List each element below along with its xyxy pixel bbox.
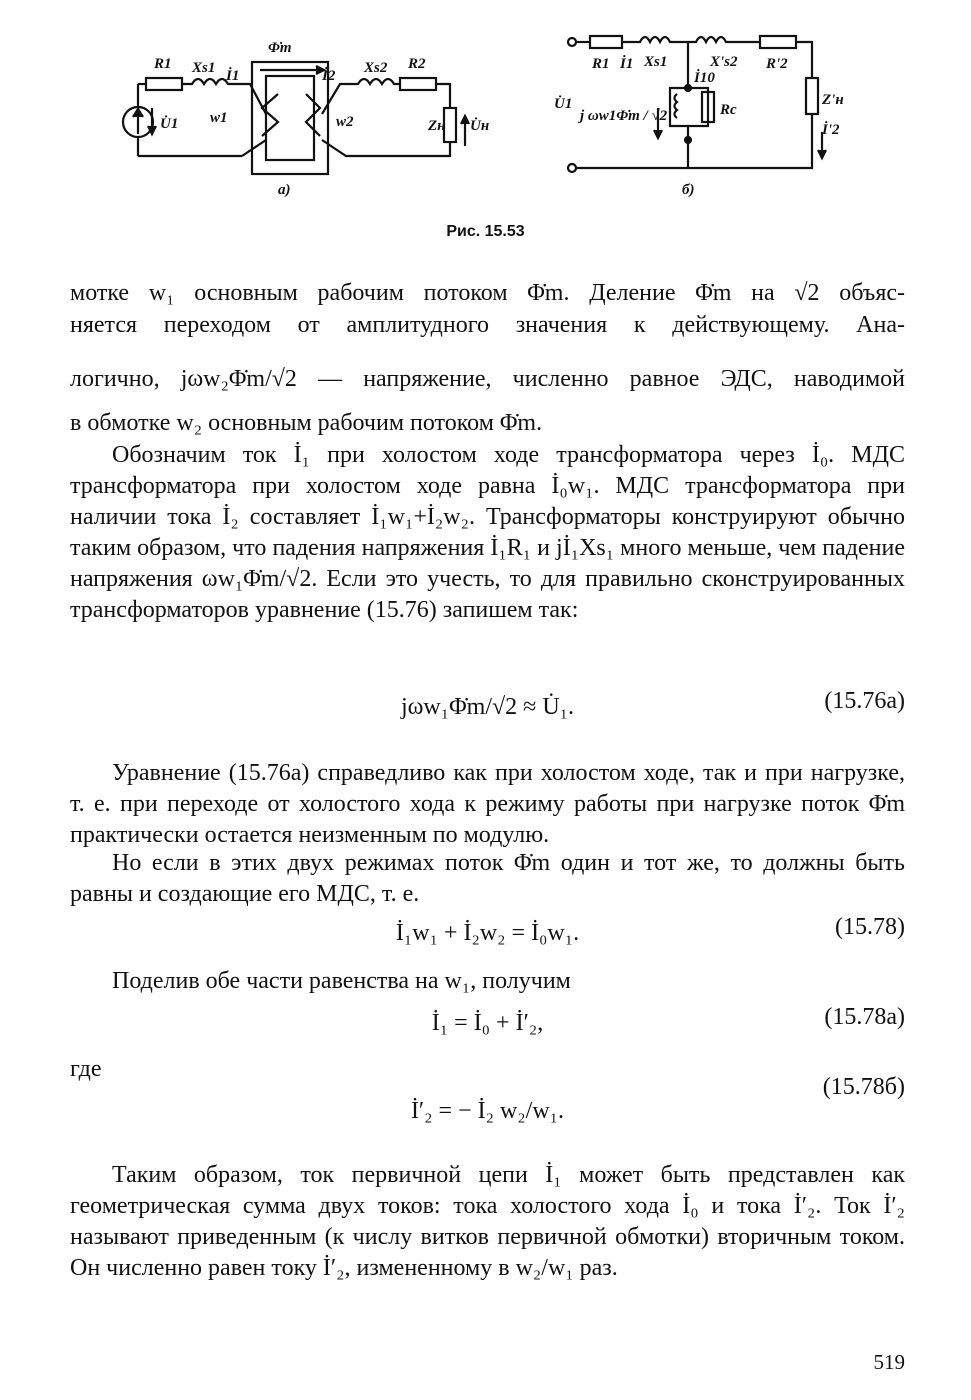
equation-expression: jωw₁Φ̇m/√2 ≈ U̇₁. bbox=[400, 694, 575, 720]
label-znp: Z'н bbox=[822, 92, 844, 108]
label-i2p: İ'2 bbox=[822, 122, 840, 138]
label-emf: j ωw1Φ̇m / √2 bbox=[580, 108, 668, 124]
label-xs2: Xs2 bbox=[364, 60, 388, 76]
paragraph-line-2: няется переходом от амплитудного значения к действующему. Ана- bbox=[70, 312, 905, 338]
equation-15-76a bbox=[70, 688, 905, 734]
figure-15-53 bbox=[110, 22, 910, 222]
equation-expression: İ′₂ = − İ₂ w₂/w₁. bbox=[410, 1098, 565, 1124]
label-u1-b: U̇1 bbox=[554, 96, 573, 112]
transformer-schematics bbox=[110, 22, 910, 222]
schematic-b bbox=[554, 36, 844, 198]
paragraph-line-4: в обмотке w₂ основным рабочим потоком Φ̇m. bbox=[70, 410, 543, 436]
label-xs1: Xs1 bbox=[192, 60, 216, 76]
equation-15-78b bbox=[70, 1074, 905, 1124]
label-w1: w1 bbox=[210, 110, 228, 126]
label-xs2-b: X's2 bbox=[710, 54, 738, 70]
label-r1: R1 bbox=[154, 56, 172, 72]
label-xs1-b: Xs1 bbox=[644, 54, 668, 70]
winding-w1-icon bbox=[262, 94, 278, 136]
schematic-a bbox=[123, 40, 489, 198]
label-r1-b: R1 bbox=[592, 56, 610, 72]
paragraph-conclusion: Таким образом, ток первичной цепи İ₁ может быть представлен как геометрическая сумма двух токов: тока холостого хода İ₀ и тока İ′₂. Ток İ′₂ называют приведенным (к числу витков первичной обмотки) вторичным током. Он численно равен току İ′₂, измененному в w₂/w₁ раз. bbox=[70, 1162, 905, 1281]
label-u1: U̇1 bbox=[160, 116, 179, 132]
label-i1-b: İ1 bbox=[620, 56, 634, 72]
equation-expression: İ₁w₁ + İ₂w₂ = İ₀w₁. bbox=[395, 920, 580, 946]
equation-number: (15.78) bbox=[835, 914, 905, 940]
label-r2p: R'2 bbox=[766, 56, 788, 72]
resistor-r2-icon bbox=[400, 78, 436, 90]
label-i2: İ2 bbox=[322, 68, 336, 84]
winding-w2-icon bbox=[306, 94, 320, 136]
figure-caption: Рис. 15.53 bbox=[446, 223, 525, 240]
load-zn-icon bbox=[444, 108, 456, 142]
magnetizing-inductance-icon bbox=[675, 94, 678, 118]
transformer-core-icon bbox=[252, 62, 328, 174]
paragraph-no-load: Уравнение (15.76а) справедливо как при холостом ходе, так и при нагрузке, т. е. при переходе от холостого хода к режиму работы при нагрузке поток Φ̇m практически остается неизменным по модулю. bbox=[70, 760, 905, 848]
paragraph-line-1: мотке w₁ основным рабочим потоком Φ̇m. Деление Φ̇m на √2 объяс- bbox=[70, 280, 905, 306]
paragraph-line-3: логично, jωw₂Φ̇m/√2 — напряжение, численно равное ЭДС, наводимой bbox=[70, 366, 905, 392]
page-number: 519 bbox=[873, 1350, 905, 1374]
inductors-b-icon bbox=[622, 37, 760, 42]
label-flux: Φ̇m bbox=[268, 40, 292, 56]
paragraph-mmf: Обозначим ток İ₁ при холостом ходе трансформатора через İ₀. МДС трансформатора при холостом ходе равна İ₀w₁. МДС трансформатора при наличии тока İ₂ составляет İ₁w₁+İ₂w₂. Трансформаторы конструируют обычно таким образом, что падения напряжения İ₁R₁ и jİ₁Xs₁ много меньше, чем падение напряжения ωw₁Φ̇m/√2. Если это учесть, то для правильно сконструированных трансформаторов уравнение (15.76) запишем так: bbox=[70, 442, 905, 623]
equation-number: (15.78а) bbox=[824, 1004, 905, 1030]
label-part-b: б) bbox=[682, 182, 695, 198]
load-znp-icon bbox=[806, 78, 818, 114]
label-r2: R2 bbox=[408, 56, 426, 72]
label-w2: w2 bbox=[336, 114, 354, 130]
resistor-r1-b-icon bbox=[590, 36, 622, 48]
equation-number: (15.76а) bbox=[824, 688, 905, 714]
paragraph-where: где bbox=[70, 1056, 102, 1082]
label-part-a: а) bbox=[278, 182, 291, 198]
resistor-r1-icon bbox=[146, 78, 182, 90]
equation-15-78a bbox=[70, 1004, 905, 1050]
equation-expression: İ₁ = İ₀ + İ′₂, bbox=[431, 1010, 544, 1036]
label-rc: Rc bbox=[720, 102, 737, 118]
label-i10: İ10 bbox=[694, 70, 715, 86]
paragraph-divide: Поделив обе части равенства на w₁, получим bbox=[112, 968, 571, 994]
paragraph-modes: Но если в этих двух режимах поток Φ̇m один и тот же, то должны быть равны и создающие его МДС, т. е. bbox=[70, 850, 905, 907]
label-un: U̇н bbox=[470, 118, 490, 134]
resistor-r2p-icon bbox=[760, 36, 796, 48]
label-zn: Zн bbox=[428, 118, 446, 134]
inductor-xs2-icon bbox=[322, 79, 400, 114]
label-i1: İ1 bbox=[226, 68, 240, 84]
equation-15-78 bbox=[70, 914, 905, 960]
equation-number: (15.78б) bbox=[822, 1074, 905, 1100]
